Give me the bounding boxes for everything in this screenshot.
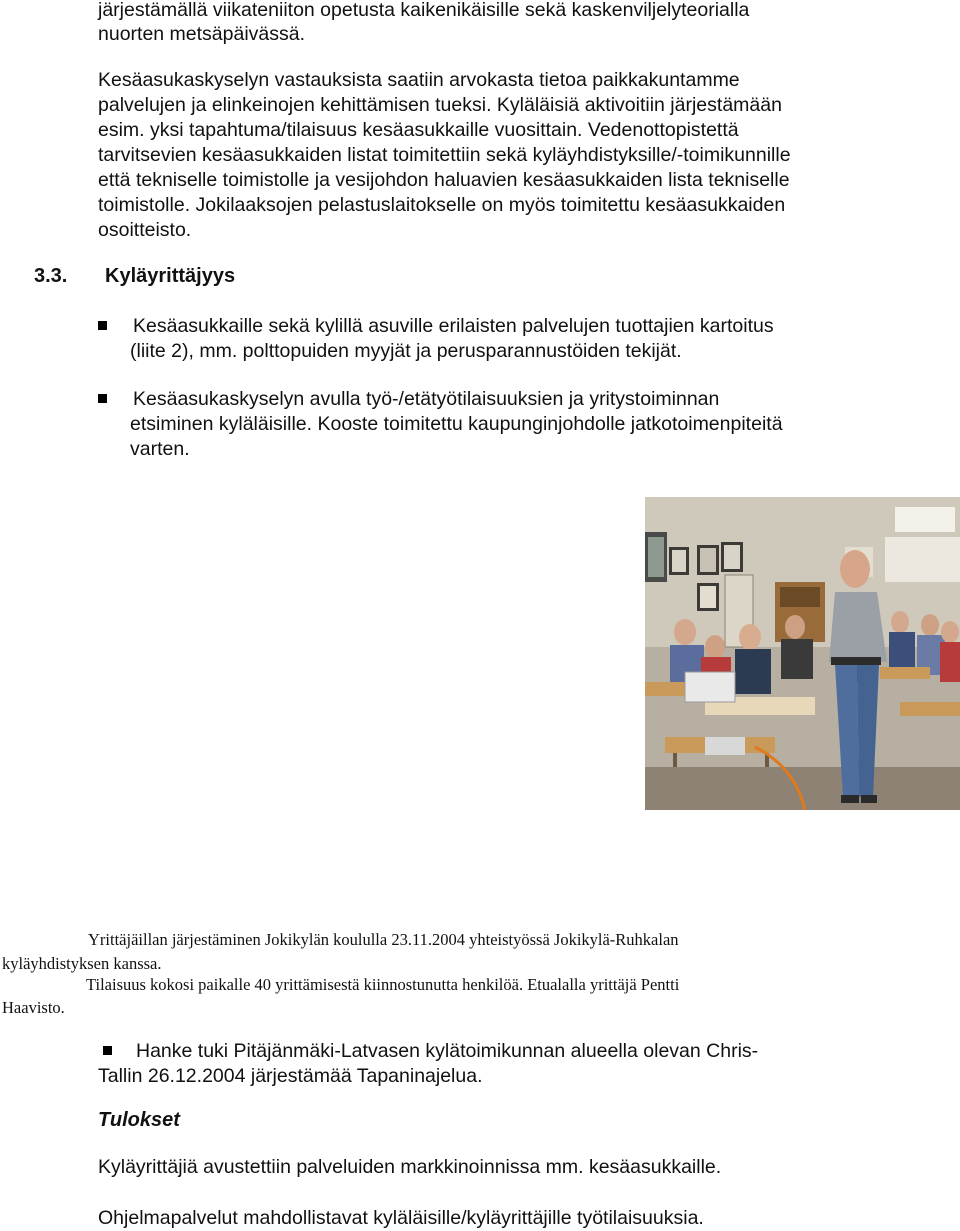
survey-line-3: esim. yksi tapahtuma/tilaisuus kesäasukkaille vuosittain. Vedenottopistettä	[98, 119, 739, 141]
results-paragraph-1: Kyläyrittäjiä avustettiin palveluiden markkinoinnissa mm. kesäasukkaille.	[98, 1156, 722, 1178]
caption-line-1: Yrittäjäillan järjestäminen Jokikylän koululla 23.11.2004 yhteistyössä Jokikylä-Ruhkalan	[88, 930, 679, 949]
section-number: 3.3.	[34, 265, 68, 287]
bullet-square-icon	[98, 394, 107, 403]
intro-line-2: nuorten metsäpäivässä.	[98, 23, 306, 45]
event-photo	[645, 497, 960, 810]
survey-line-6: toimistolle. Jokilaaksojen pelastuslaitokselle on myös toimitettu kesäasukkaiden	[98, 194, 786, 216]
caption-line-4: Haavisto.	[2, 998, 65, 1017]
survey-line-7: osoitteisto.	[98, 219, 192, 241]
caption-line-3: Tilaisuus kokosi paikalle 40 yrittämisestä kiinnostunutta henkilöä. Etualalla yrittäjä Pentti	[86, 975, 680, 994]
survey-line-1: Kesäasukaskyselyn vastauksista saatiin arvokasta tietoa paikkakuntamme	[98, 69, 740, 91]
survey-line-4: tarvitsevien kesäasukkaiden listat toimitettiin sekä kyläyhdistyksille/-toimikunnille	[98, 144, 791, 166]
bullet-2-line-2: etsiminen kyläläisille. Kooste toimitettu kaupunginjohdolle jatkotoimenpiteitä	[130, 413, 783, 435]
bullet-2-line-1: Kesäasukaskyselyn avulla työ-/etätyötilaisuuksien ja yritystoiminnan	[133, 388, 720, 410]
bullet-1-line-2: (liite 2), mm. polttopuiden myyjät ja perusparannustöiden tekijät.	[130, 340, 682, 362]
bullet-2-line-3: varten.	[130, 438, 190, 460]
results-heading: Tulokset	[98, 1109, 180, 1131]
bullet-square-icon	[103, 1046, 112, 1055]
survey-line-2: palvelujen ja elinkeinojen kehittämisen tueksi. Kyläläisiä aktivoitiin järjestämään	[98, 94, 782, 116]
intro-line-1: järjestämällä viikateniiton opetusta kaikenikäisille sekä kaskenviljelyteorialla	[98, 0, 750, 21]
bullet-3-line-2: Tallin 26.12.2004 järjestämää Tapaninajelua.	[98, 1065, 483, 1087]
bullet-3-line-1: Hanke tuki Pitäjänmäki-Latvasen kylätoimikunnan alueella olevan Chris-	[136, 1040, 759, 1062]
caption-line-2: kyläyhdistyksen kanssa.	[2, 954, 162, 973]
survey-line-5: että tekniselle toimistolle ja vesijohdon haluavien kesäasukkaiden lista tekniselle	[98, 169, 790, 191]
bullet-1-line-1: Kesäasukkaille sekä kylillä asuville erilaisten palvelujen tuottajien kartoitus	[133, 315, 774, 337]
results-paragraph-2: Ohjelmapalvelut mahdollistavat kyläläisille/kyläyrittäjille työtilaisuuksia.	[98, 1207, 704, 1229]
section-title: Kyläyrittäjyys	[105, 265, 236, 287]
bullet-square-icon	[98, 321, 107, 330]
